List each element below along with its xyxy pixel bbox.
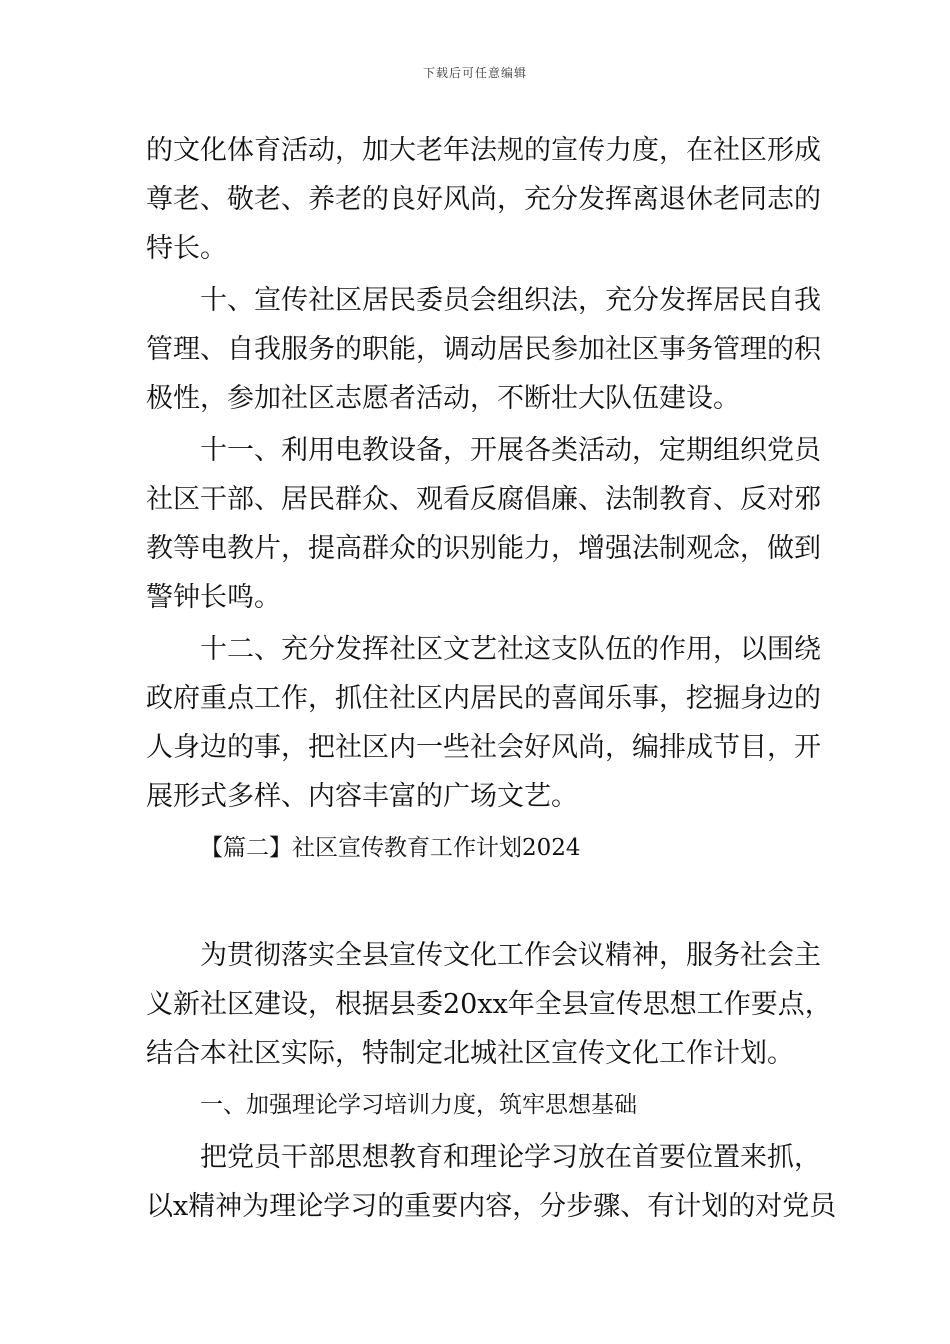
section-title: 【篇二】社区宣传教育工作计划2024 [200,835,581,861]
paragraph [146,426,821,622]
text-line: 十二、充分发挥社区文艺社这支队伍的作用，以围绕 [200,634,821,665]
text-line: 尊老、敬老、养老的良好风尚，充分发挥离退休老同志的 [146,184,821,215]
text-line: 义新社区建设，根据县委20xx年全县宣传思想工作要点， [146,989,832,1020]
text-line: 十一、利用电教设备，开展各类活动，定期组织党员 [200,435,821,466]
text-line: 把党员干部思想教育和理论学习放在首要位置来抓， [200,1142,821,1173]
text-line: 结合本社区实际，特制定北城社区宣传文化工作计划。 [146,1038,794,1069]
paragraph [146,1133,837,1231]
document-body [146,126,837,1231]
paragraph [146,126,821,273]
text-line: 的文化体育活动，加大老年法规的宣传力度，在社区形成 [146,135,821,166]
text-line: 十、宣传社区居民委员会组织法，充分发挥居民自我 [200,285,821,316]
text-line: 特长。 [146,233,227,264]
text-line: 警钟长鸣。 [146,582,281,613]
text-line: 社区干部、居民群众、观看反腐倡廉、法制教育、反对邪 [146,484,821,515]
paragraph [146,625,821,821]
paragraph [146,931,832,1078]
text-line: 为贯彻落实全县宣传文化工作会议精神，服务社会主 [200,940,821,971]
paragraph [146,276,821,423]
text-line: 极性，参加社区志愿者活动，不断壮大队伍建设。 [146,383,740,414]
subheading: 一、加强理论学习培训力度，筑牢思想基础 [200,1092,637,1118]
text-line: 政府重点工作，抓住社区内居民的喜闻乐事，挖掘身边的 [146,683,821,714]
text-line: 教等电教片，提高群众的识别能力，增强法制观念，做到 [146,533,821,564]
page-header-note: 下载后可任意编辑 [422,66,527,80]
text-line: 以x精神为理论学习的重要内容，分步骤、有计划的对党员 [146,1191,837,1222]
text-line: 人身边的事，把社区内一些社会好风尚，编排成节目，开 [146,732,821,763]
text-line: 管理、自我服务的职能，调动居民参加社区事务管理的积 [146,334,821,365]
text-line: 展形式多样、内容丰富的广场文艺。 [146,781,578,812]
